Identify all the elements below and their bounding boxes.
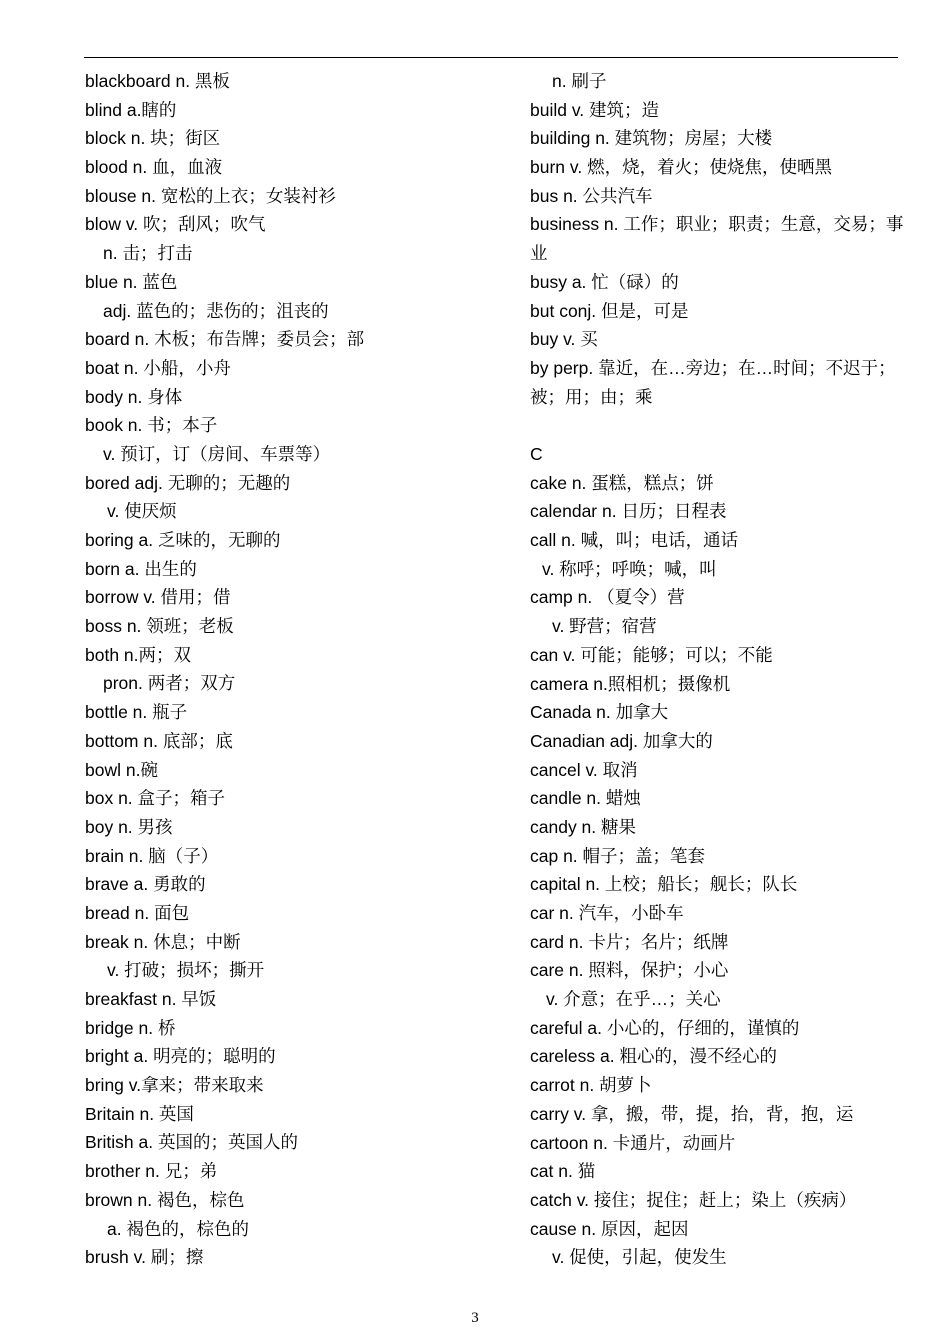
- entry: boat n. 小船，小舟: [85, 357, 231, 378]
- entry: cake n. 蛋糕，糕点；饼: [530, 472, 714, 493]
- entry: born a. 出生的: [85, 558, 197, 579]
- entry: can v. 可能；能够；可以；不能: [530, 644, 773, 665]
- top-rule: [84, 57, 898, 58]
- entry: brush v. 刷；擦: [85, 1247, 204, 1268]
- entry: bowl n.碗: [85, 759, 158, 780]
- entry-sense: v. 促使，引起，使发生: [552, 1247, 727, 1268]
- entry: both n.两；双: [85, 644, 192, 665]
- entry: bridge n. 桥: [85, 1017, 176, 1038]
- entry: board n. 木板；布告牌；委员会；部: [85, 329, 365, 350]
- page-number: 3: [471, 1310, 479, 1326]
- entry: buy v. 买: [530, 329, 598, 350]
- entry: boss n. 领班；老板: [85, 616, 234, 637]
- entry: bright a. 明亮的；聪明的: [85, 1046, 276, 1067]
- entry: carry v. 拿，搬，带，提，抬，背，抱，运: [530, 1103, 854, 1124]
- entry: car n. 汽车，小卧车: [530, 903, 684, 923]
- entry: blow v. 吹；刮风；吹气: [85, 214, 266, 235]
- entry: bread n. 面包: [85, 902, 190, 923]
- entry: borrow v. 借用；借: [85, 587, 231, 608]
- entry: bus n. 公共汽车: [530, 185, 653, 206]
- entry: build v. 建筑；造: [530, 99, 660, 120]
- entry: by perp. 靠近，在…旁边；在…时间；不迟于；被；用；由；乘: [530, 357, 896, 407]
- entry: box n. 盒子；箱子: [85, 788, 226, 809]
- entry: brother n. 兄；弟: [85, 1161, 218, 1182]
- entry: cat n. 猫: [530, 1161, 596, 1182]
- entry: British a. 英国的；英国人的: [85, 1132, 298, 1153]
- entry: blind a.瞎的: [85, 99, 177, 120]
- entry-sense: v. 介意；在乎…；关心: [546, 989, 721, 1010]
- entry: brain n. 脑（子）: [85, 845, 219, 866]
- entry: bottom n. 底部；底: [85, 730, 233, 751]
- entry: Canada n. 加拿大: [530, 702, 669, 723]
- entry-sense: v. 打破；损坏；撕开: [107, 960, 265, 981]
- entry: cap n. 帽子；盖；笔套: [530, 845, 706, 866]
- entry: bring v.拿来；带来取来: [85, 1075, 264, 1096]
- entry: calendar n. 日历；日程表: [530, 501, 727, 522]
- entry: blouse n. 宽松的上衣；女装衬衫: [85, 185, 336, 206]
- entry: business n. 工作；职业；职责；生意，交易；事业: [530, 214, 904, 264]
- entry-sense: pron. 两者；双方: [103, 673, 236, 694]
- entry: camera n.照相机；摄像机: [530, 673, 731, 694]
- entry: busy a. 忙（碌）的: [530, 271, 679, 292]
- entry: book n. 书；本子: [85, 415, 218, 436]
- entry: candy n. 糖果: [530, 816, 637, 837]
- entry: cancel v. 取消: [530, 759, 638, 780]
- entry: carrot n. 胡萝卜: [530, 1075, 652, 1096]
- entry-sense: n. 刷子: [552, 71, 607, 91]
- entry: brave a. 勇敢的: [85, 874, 206, 895]
- entry: call n. 喊，叫；电话，通话: [530, 530, 739, 551]
- entry: bored adj. 无聊的；无趣的: [85, 472, 291, 493]
- entry: care n. 照料，保护；小心: [530, 960, 729, 981]
- entry: careful a. 小心的，仔细的，谨慎的: [530, 1017, 800, 1038]
- entry: blackboard n. 黑板: [85, 71, 230, 91]
- entry: catch v. 接住；捉住；赶上；染上（疾病）: [530, 1189, 857, 1210]
- entry: breakfast n. 早饭: [85, 989, 217, 1009]
- entry: bottle n. 瓶子: [85, 702, 188, 723]
- blank-line: [530, 411, 915, 440]
- entry: block n. 块；街区: [85, 128, 221, 149]
- entry: Canadian adj. 加拿大的: [530, 730, 713, 751]
- entry: cause n. 原因，起因: [530, 1218, 689, 1239]
- entry: building n. 建筑物；房屋；大楼: [530, 128, 773, 149]
- entry: burn v. 燃，烧，着火；使烧焦，使晒黑: [530, 157, 833, 178]
- entry: boring a. 乏味的，无聊的: [85, 530, 281, 550]
- right-column: [530, 67, 915, 1272]
- left-column: [85, 67, 515, 1272]
- entry-sense: adj. 蓝色的；悲伤的；沮丧的: [103, 300, 329, 321]
- entry: body n. 身体: [85, 386, 183, 407]
- entry: cartoon n. 卡通片，动画片: [530, 1132, 736, 1153]
- entry: blood n. 血，血液: [85, 157, 223, 178]
- entry: Britain n. 英国: [85, 1103, 194, 1124]
- entry-sense: v. 称呼；呼唤；喊，叫: [542, 558, 717, 579]
- entry: camp n. （夏令）营: [530, 587, 685, 608]
- entry: card n. 卡片；名片；纸牌: [530, 931, 729, 952]
- entry-sense: v. 预订，订（房间、车票等）: [103, 443, 331, 464]
- entry: boy n. 男孩: [85, 816, 173, 837]
- entry: capital n. 上校；船长；舰长；队长: [530, 874, 798, 895]
- entry-sense: n. 击；打击: [103, 243, 193, 264]
- entry: candle n. 蜡烛: [530, 788, 641, 809]
- entry: brown n. 褐色，棕色: [85, 1189, 245, 1210]
- entry-sense: a. 褐色的，棕色的: [107, 1218, 249, 1239]
- section-letter: C: [530, 444, 543, 464]
- entry: blue n. 蓝色: [85, 271, 178, 292]
- entry-sense: v. 野营；宿营: [552, 616, 657, 637]
- entry-sense: v. 使厌烦: [107, 501, 177, 522]
- entry: break n. 休息；中断: [85, 931, 241, 952]
- entry: but conj. 但是，可是: [530, 300, 689, 321]
- entry: careless a. 粗心的，漫不经心的: [530, 1046, 777, 1067]
